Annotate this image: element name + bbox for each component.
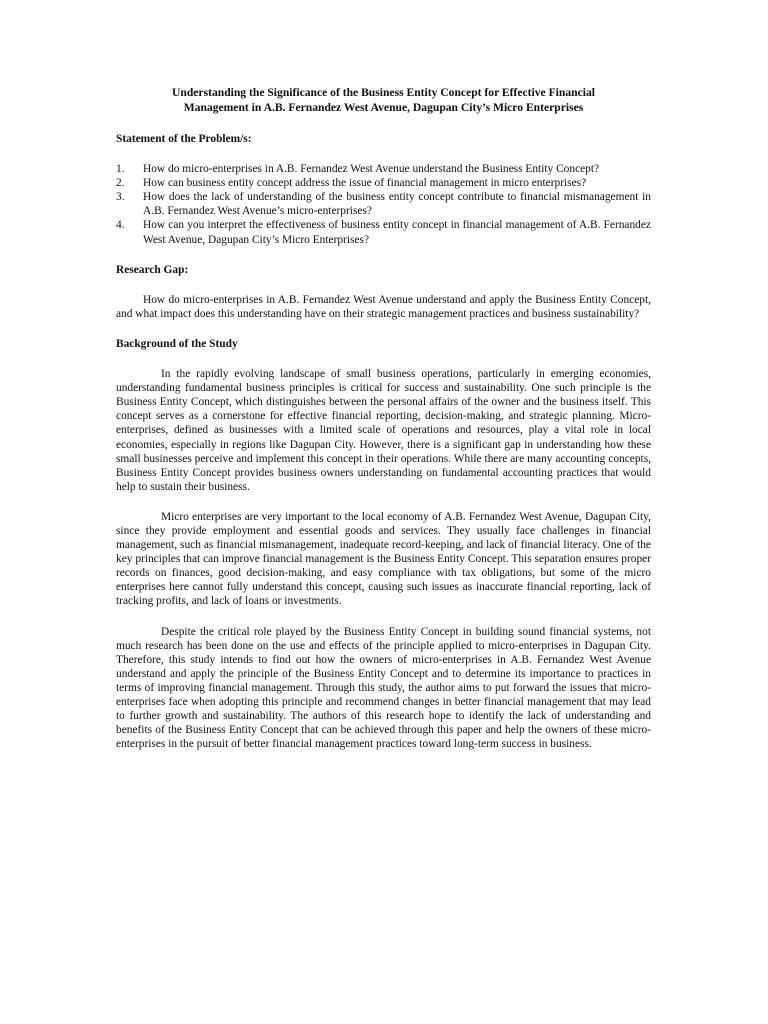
background-paragraph-3: Despite the critical role played by the Business Entity Concept in building sound financial systems, not much research has been done on the use and effects of the principle applied to micro-enterprises in Dagupan City. Therefore, this study intends to find out how the owners of micro-enterprises in A.B. Fernandez West Avenue understand and apply the principle of the Business Entity Concept and to determine its importance to practices in terms of improving financial management. Through this study, the author aims to put forward the issues that micro-enterprises face when adopting this principle and recommend changes in better financial management that may lead to further growth and sustainability. The authors of this research hope to identify the lack of understanding and benefits of the Business Entity Concept that can be achieved through this paper and help the owners of these micro-enterprises in the pursuit of better financial management practices toward long-term success in business. [116,625,651,751]
title-line-2: Management in A.B. Fernandez West Avenue, Dagupan City’s Micro Enterprises [183,100,584,114]
document-title [116,86,651,115]
background-paragraph-2: Micro enterprises are very important to the local economy of A.B. Fernandez West Avenue, Dagupan City, since they provide employment and essential goods and services. They usually face challenges in financial management, such as financial mismanagement, inadequate record-keeping, and lack of financial literacy. One of the key principles that can improve financial management is the Business Entity Concept. This separation ensures proper records on finances, good decision-making, and easy compliance with tax obligations, but some of the micro enterprises here cannot fully understand this concept, causing such issues as inaccurate financial reporting, lack of tracking profits, and lack of loans or investments. [116,510,651,608]
item-text: How do micro-enterprises in A.B. Fernandez West Avenue understand the Business Entity Concept? [143,163,600,176]
list-item [116,218,651,246]
problem-list [116,162,651,247]
item-number: 1. [116,163,125,176]
title-line-1: Understanding the Significance of the Business Entity Concept for Effective Financial [172,86,595,99]
item-text: How can business entity concept address the issue of financial management in micro enterprises? [143,177,587,190]
gap-paragraph: How do micro-enterprises in A.B. Fernandez West Avenue understand and apply the Business Entity Concept, and what impact does this understanding have on their strategic management practices and business sustainability? [116,293,651,320]
item-number: 2. [116,177,125,190]
item-number: 4. [116,219,125,232]
gap-heading: Research Gap: [116,263,189,276]
item-text: How can you interpret the effectiveness of business entity concept in financial management of A.B. Fernandez West Avenue, Dagupan City’s Micro Enterprises? [143,219,651,246]
background-paragraph-1: In the rapidly evolving landscape of small business operations, particularly in emerging economies, understanding fundamental business principles is critical for success and sustainability. One such principle is the Business Entity Concept, which distinguishes between the personal affairs of the owner and the business itself. This concept serves as a cornerstone for effective financial reporting, decision-making, and strategic planning. Micro-enterprises, defined as businesses with a limited scale of operations and resources, play a vital role in local economies, especially in regions like Dagupan City. However, there is a significant gap in understanding how these small businesses perceive and implement this concept in their operations. While there are many accounting concepts, Business Entity Concept provides business owners understanding on fundamental accounting practices that would help to sustain their business. [116,368,651,493]
list-item [116,190,651,218]
background-heading: Background of the Study [116,337,238,350]
problem-heading: Statement of the Problem/s: [116,133,252,145]
item-text: How does the lack of understanding of the business entity concept contribute to financial mismanagement in A.B. Fernandez West Avenue’s micro-enterprises? [143,191,651,218]
list-item [116,162,651,176]
item-number: 3. [116,191,125,204]
list-item [116,176,651,190]
